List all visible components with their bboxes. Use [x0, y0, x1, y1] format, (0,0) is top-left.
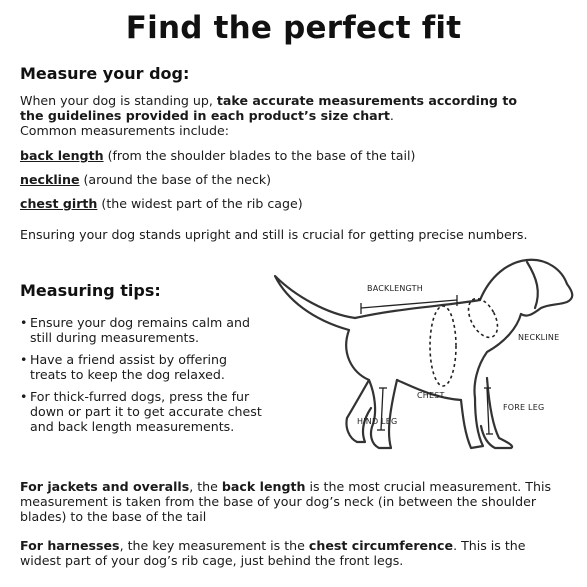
harness-text-1: , the key measurement is the — [119, 538, 309, 553]
desc-neckline: (around the base of the neck) — [79, 172, 272, 187]
dog-outline — [275, 260, 572, 448]
measurement-item-back-length — [20, 148, 560, 163]
intro-plain: When your dog is standing up, — [20, 93, 217, 108]
tips-list — [20, 315, 265, 441]
label-neckline: NECKLINE — [518, 333, 560, 342]
harness-note — [20, 538, 560, 568]
measure-intro — [20, 93, 540, 138]
label-fore-leg: FORE LEG — [503, 403, 545, 412]
tip-item: • Have a friend assist by offering treats to keep the dog relaxed. — [20, 352, 265, 382]
tips-heading: Measuring tips: — [20, 281, 161, 300]
intro-end: . — [389, 108, 394, 123]
jackets-text-2: is the most crucial measurement. This measurement is taken from the base of your dog’s neck (in between the shoulder blades) to the base of the tail — [20, 479, 552, 524]
measurement-item-chest-girth — [20, 196, 560, 211]
measure-heading: Measure your dog: — [20, 64, 190, 83]
intro-common: Common measurements include: — [20, 123, 230, 138]
harness-text-2: . This is the widest part of your dog’s rib cage, just behind the front legs. — [20, 538, 526, 568]
ensure-text: Ensuring your dog stands upright and still is crucial for getting precise numbers. — [20, 227, 528, 242]
harness-bold-2: chest circumference — [308, 538, 454, 553]
page-title: Find the perfect fit — [125, 10, 462, 46]
desc-chest-girth: (the widest part of the rib cage) — [97, 196, 303, 211]
jackets-note — [20, 479, 560, 524]
label-backlength: BACKLENGTH — [367, 284, 423, 293]
jackets-bold-1: For jackets and overalls — [20, 479, 190, 494]
term-neckline: neckline — [20, 172, 80, 187]
harness-bold-1: For harnesses — [20, 538, 120, 553]
measurement-item-neckline — [20, 172, 560, 187]
term-chest-girth: chest girth — [20, 196, 98, 211]
chest-marker — [430, 306, 456, 386]
jackets-bold-2: back length — [221, 479, 306, 494]
term-back-length: back length — [20, 148, 104, 163]
intro-bold: take accurate measurements according to the guidelines provided in each product’s size chart — [20, 93, 518, 123]
desc-back-length: (from the shoulder blades to the base of the tail) — [103, 148, 416, 163]
label-hind-leg: HIND LEG — [357, 417, 398, 426]
tip-item: • Ensure your dog remains calm and still during measurements. — [20, 315, 265, 345]
label-chest: CHEST — [417, 391, 445, 400]
jackets-text-1: , the — [189, 479, 222, 494]
dog-diagram — [265, 248, 580, 463]
tip-item: • For thick-furred dogs, press the fur down or part it to get accurate chest and back length measurements. — [20, 389, 265, 434]
